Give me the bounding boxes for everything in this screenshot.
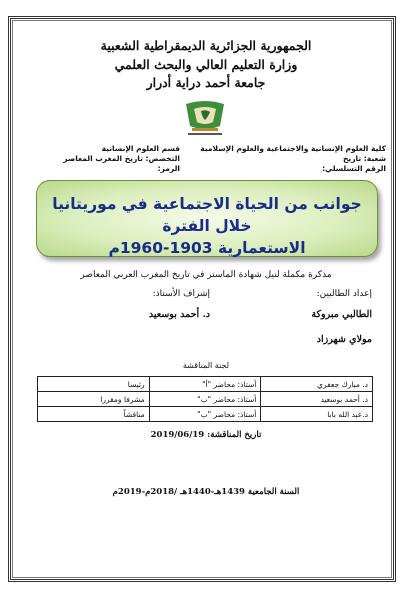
supervisor-label: إشراف الأستاذ: [152, 289, 210, 299]
committee-member-role: مناقشاً [38, 407, 150, 422]
committee-member-rank: أستاذ: محاضر "ب" [149, 392, 261, 407]
thesis-title-line-2: الاستعمارية 1903-1960م [108, 239, 306, 257]
table-row [38, 392, 373, 407]
branch-label: شعبة: تاريخ [342, 154, 386, 163]
committee-member-name: د. أحمد بوسعيد [261, 392, 373, 407]
student-name-1: الطالبي مبروكة [311, 309, 372, 320]
thesis-title-box [36, 180, 378, 257]
committee-member-name: د.عبد الله بابا [261, 407, 373, 422]
defense-date: تاريخ المناقشة: 2019/06/19 [150, 430, 262, 440]
committee-member-name: د. مبارك جعفري [261, 377, 373, 392]
department-label: قسم العلوم الإنسانية [101, 144, 180, 153]
republic-heading: الجمهورية الجزائرية الديمقراطية الشعبية [100, 38, 312, 53]
committee-label: لجنة المناقشة [182, 361, 230, 370]
table-row [38, 407, 373, 422]
thesis-subtitle: مذكرة مكملة لنيل شهادة الماستر في تاريخ المغرب العربي المعاصر [80, 270, 332, 280]
committee-table [37, 376, 373, 422]
academic-year: السنة الجامعية 1439هـ-1440هـ /2018م-2019م [112, 487, 300, 497]
thesis-title-line-1: جوانب من الحياة الاجتماعية في موريتانيا خلال الفترة [52, 195, 362, 235]
university-heading: جامعة أحمد دراية أدرار [146, 75, 266, 90]
serial-number-label: الرقم التسلسلي: [322, 164, 386, 173]
student-name-2: مولاي شهرزاد [316, 334, 372, 345]
committee-member-rank: أستاذ: محاضر "ب" [149, 407, 261, 422]
committee-member-role: رئيسا [38, 377, 150, 392]
faculty-label: كلية العلوم الإنسانية والاجتماعية والعلوم الإسلامية [200, 144, 386, 153]
ministry-heading: وزارة التعليم العالي والبحث العلمي [114, 57, 298, 72]
code-label: الرمز: [157, 164, 180, 173]
specialty-label: التخصص: تاريخ المغرب المعاصر [63, 154, 180, 163]
students-label: إعداد الطالبين: [316, 289, 372, 299]
committee-member-role: مشرفا ومقررا [38, 392, 150, 407]
university-logo-icon [180, 100, 230, 138]
supervisor-name: د. أحمد بوسعيد [148, 309, 210, 320]
table-row [38, 377, 373, 392]
committee-member-rank: أستاذ: محاضر "أ" [149, 377, 261, 392]
